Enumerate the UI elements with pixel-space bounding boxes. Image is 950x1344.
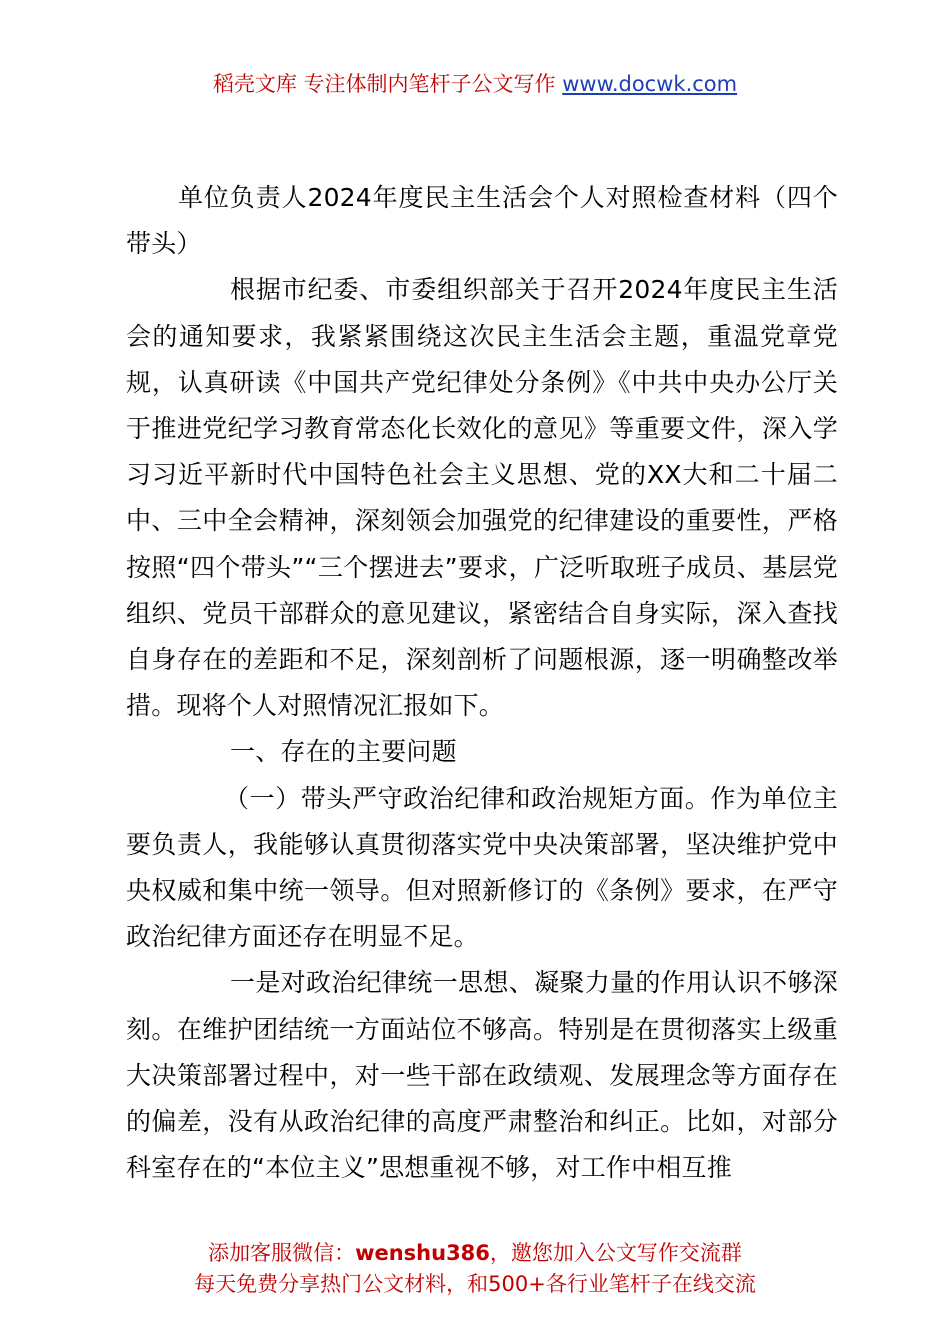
document-title: 单位负责人2024年度民主生活会个人对照检查材料（四个带头）	[126, 183, 838, 259]
footer-line-2: 每天免费分享热门公文材料，和500+各行业笔杆子在线交流	[194, 1272, 756, 1296]
header-text: 稻壳文库 专注体制内笔杆子公文写作	[212, 72, 563, 96]
footer-wechat-prefix: 添加客服微信：	[208, 1241, 356, 1265]
section-heading: 一、存在的主要问题	[230, 737, 457, 767]
paragraph-intro: 根据市纪委、市委组织部关于召开2024年度民主生活会的通知要求，我紧紧围绕这次民主生活会主题，重温党章党规，认真研读《中国共产党纪律处分条例》《中共中央办公厅关于推进党纪学习教育常态化长效化的意见》等重要文件，深入学习习近平新时代中国特色社会主义思想、党的XX大和二十届二中、三中全会精神，深刻领会加强党的纪律建设的重要性，严格按照“四个带头”“三个摆进去”要求，广泛听取班子成员、基层党组织、党员干部群众的意见建议，紧密结合自身实际，深入查找自身存在的差距和不足，深刻剖析了问题根源，逐一明确整改举措。现将个人对照情况汇报如下。	[126, 275, 838, 721]
page-footer	[0, 1238, 950, 1300]
header-website-link[interactable]: www.docwk.com	[562, 72, 738, 96]
footer-wechat-suffix: ，邀您加入公文写作交流群	[489, 1241, 742, 1265]
document-body	[126, 175, 838, 1191]
footer-line-1	[0, 1238, 950, 1269]
page-header	[0, 68, 950, 100]
paragraph-subsection-1: （一）带头严守政治纪律和政治规矩方面。作为单位主要负责人，我能够认真贯彻落实党中央决策部署，坚决维护党中央权威和集中统一领导。但对照新修订的《条例》要求，在严守政治纪律方面还存在明显不足。	[126, 783, 838, 952]
paragraph-point-1: 一是对政治纪律统一思想、凝聚力量的作用认识不够深刻。在维护团结统一方面站位不够高。特别是在贯彻落实上级重大决策部署过程中，对一些干部在政绩观、发展理念等方面存在的偏差，没有从政治纪律的高度严肃整治和纠正。比如，对部分科室存在的“本位主义”思想重视不够，对工作中相互推	[126, 968, 838, 1183]
footer-wechat-id: wenshu386	[355, 1241, 490, 1265]
